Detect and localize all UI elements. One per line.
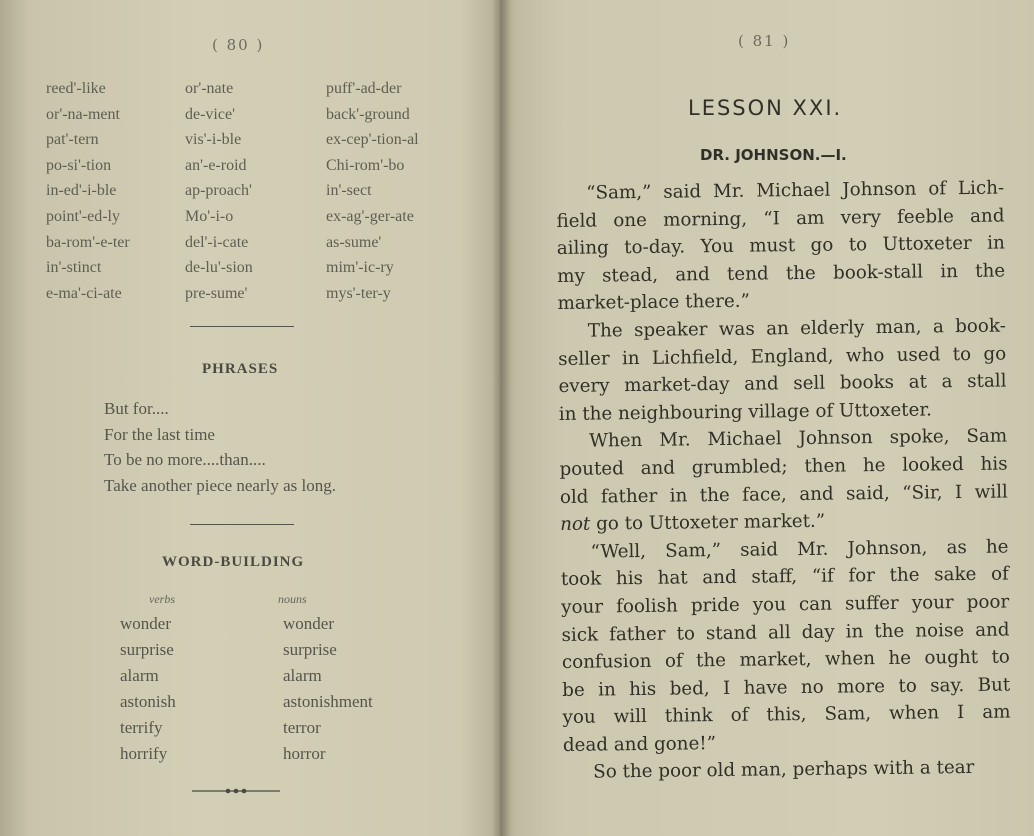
word: ex-ag'-ger-ate (326, 207, 414, 225)
text-line: my stead, and tend the book-stall in the (557, 260, 1006, 287)
section-divider (190, 524, 294, 525)
lesson-title: LESSON XXI. (688, 96, 843, 120)
word-building-heading: WORD-BUILDING (162, 554, 305, 570)
text-line: every market-day and sell books at a stall (558, 370, 1007, 398)
verbs-label: verbs (149, 592, 175, 606)
word: or'-nate (185, 80, 234, 97)
verb: alarm (120, 666, 159, 685)
text-line: field one morning, “I am very feeble and (556, 205, 1005, 232)
word-column-1 (46, 76, 130, 306)
word-column-2 (185, 76, 253, 306)
phrases-list (104, 396, 336, 499)
verb: surprise (120, 640, 174, 659)
noun: terror (283, 718, 321, 737)
text-fragment: go to Uttoxeter market.” (590, 510, 826, 535)
word: po-si'-tion (46, 156, 112, 174)
word: in'-sect (326, 182, 372, 200)
verb: astonish (120, 692, 176, 711)
word: de-vice' (185, 105, 235, 123)
phrase: To be no more....than.... (104, 450, 266, 470)
text-line: in the neighbouring village of Uttoxeter. (558, 399, 933, 425)
noun: astonishment (283, 692, 373, 711)
word: puff'-ad-der (326, 80, 402, 97)
emphasis-text: not (560, 513, 591, 536)
text-line: “Well, Sam,” said Mr. Johnson, as he (590, 536, 1009, 563)
text-line: dead and gone!” (562, 732, 717, 756)
phrases-heading: PHRASES (202, 361, 279, 377)
right-page-number: ( 81 ) (738, 32, 791, 50)
word: as-sume' (326, 233, 382, 251)
text-line: sick father to stand all day in the noise and (561, 618, 1010, 646)
word: in-ed'-i-ble (46, 182, 117, 200)
text-line: your foolish pride you can suffer your poor (561, 591, 1010, 618)
nouns-label: nouns (278, 592, 307, 606)
text-line: you will think of this, Sam, when I am (562, 701, 1011, 729)
section-divider (190, 326, 294, 327)
lesson-body-text (556, 175, 1011, 787)
right-page (500, 0, 1034, 836)
word: Mo'-i-o (185, 207, 234, 225)
word: back'-ground (326, 105, 410, 123)
word: Chi-rom'-bo (326, 156, 405, 174)
word: reed'-like (46, 80, 106, 97)
verbs-column (120, 611, 176, 767)
phrase: Take another piece nearly as long. (104, 476, 336, 496)
word: del'-i-cate (185, 233, 249, 251)
word: or'-na-ment (46, 105, 120, 123)
noun: horror (283, 744, 326, 763)
word: point'-ed-ly (46, 207, 120, 225)
word: in'-stinct (46, 259, 102, 277)
noun: surprise (283, 640, 337, 659)
text-line: seller in Lichfield, England, who used to go (558, 343, 1007, 370)
text-line: pouted and grumbled; then he looked his (559, 453, 1008, 480)
text-line: “Sam,” said Mr. Michael Johnson of Lich- (586, 177, 1005, 204)
verb: horrify (120, 744, 168, 763)
verb: terrify (120, 718, 163, 737)
text-line: So the poor old man, perhaps with a tear (593, 757, 975, 784)
lesson-subtitle: DR. JOHNSON.—I. (700, 146, 847, 164)
word: mim'-ic-ry (326, 259, 394, 277)
word: mys'-ter-y (326, 284, 391, 302)
book-gutter (492, 0, 510, 836)
word: pre-sume' (185, 284, 248, 302)
left-page (0, 0, 500, 836)
left-page-number: ( 80 ) (212, 36, 265, 54)
word: ba-rom'-e-ter (46, 233, 130, 251)
text-line: took his hat and staff, “if for the sake of (560, 563, 1009, 591)
word: ex-cep'-tion-al (326, 131, 419, 149)
word: an'-e-roid (185, 156, 247, 174)
noun: wonder (283, 614, 334, 633)
text-line: confusion of the market, when he ought to (561, 646, 1010, 674)
word: ap-proach' (185, 182, 252, 200)
end-ornament-icon (190, 784, 282, 798)
nouns-column (283, 611, 373, 767)
text-line: ailing to-day. You must go to Uttoxeter in (556, 232, 1005, 260)
verb: wonder (120, 614, 171, 633)
text-line: market-place there.” (557, 291, 751, 315)
phrase: For the last time (104, 424, 215, 444)
word: pat'-tern (46, 131, 99, 149)
word-column-3 (326, 76, 419, 306)
text-line: When Mr. Michael Johnson spoke, Sam (589, 425, 1008, 452)
text-line: old father in the face, and said, “Sir, I will (559, 481, 1008, 508)
word: vis'-i-ble (185, 131, 242, 149)
phrase: But for.... (104, 399, 169, 418)
word: e-ma'-ci-ate (46, 284, 122, 302)
noun: alarm (283, 666, 322, 685)
word: de-lu'-sion (185, 259, 253, 277)
text-line: be in his bed, I have no more to say. But (562, 674, 1011, 701)
text-line: The speaker was an elderly man, a book- (587, 315, 1006, 342)
